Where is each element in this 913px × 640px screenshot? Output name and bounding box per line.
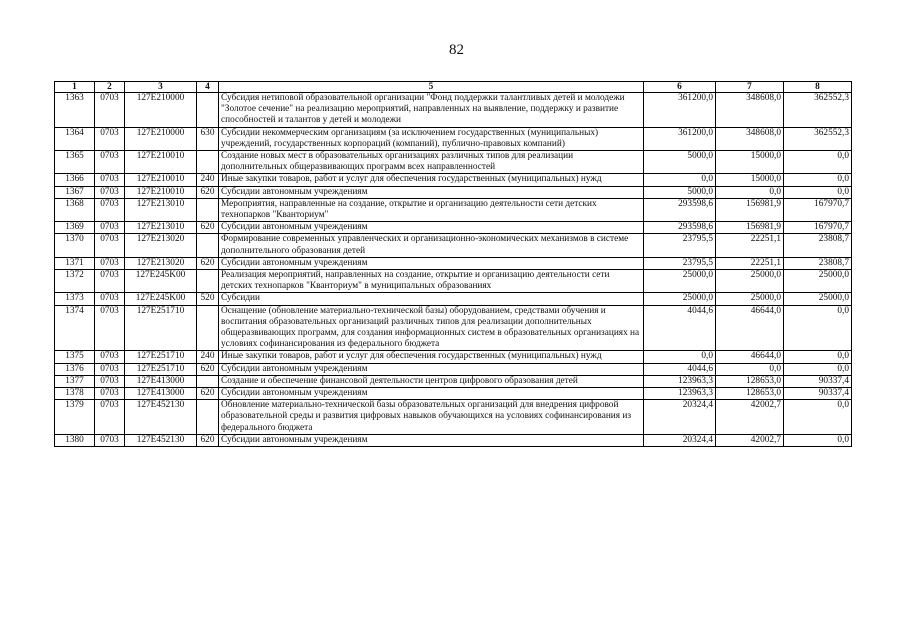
amount-col6-cell: 4044,6 [644,305,716,351]
section-code-cell: 0703 [95,270,125,293]
amount-col7-cell: 156981,9 [716,222,784,234]
description-cell: Мероприятия, направленные на создание, открытие и организацию деятельности сети детских технопарков "Кванториум" [219,198,644,221]
section-code-cell: 0703 [95,174,125,186]
target-article-cell: 127E245K00 [125,293,197,305]
amount-col7-cell: 156981,9 [716,198,784,221]
section-code-cell: 0703 [95,400,125,435]
expense-type-cell: 620 [197,186,219,198]
amount-col8-cell: 167970,7 [784,222,852,234]
description-cell: Субсидии автономным учреждениям [219,186,644,198]
section-code-cell: 0703 [95,305,125,351]
section-code-cell: 0703 [95,434,125,446]
table-row [55,234,852,257]
expense-type-cell: 620 [197,363,219,375]
target-article-cell: 127E213010 [125,198,197,221]
table-row [55,375,852,387]
amount-col8-cell: 0,0 [784,434,852,446]
expense-type-cell [197,305,219,351]
target-article-cell: 127E452130 [125,400,197,435]
table-row [55,305,852,351]
table-row [55,93,852,128]
section-code-cell: 0703 [95,293,125,305]
expense-type-cell: 240 [197,174,219,186]
amount-col6-cell: 25000,0 [644,270,716,293]
target-article-cell: 127E245K00 [125,270,197,293]
section-code-cell: 0703 [95,351,125,363]
amount-col6-cell: 4044,6 [644,363,716,375]
amount-col7-cell: 348608,0 [716,127,784,150]
amount-col7-cell: 15000,0 [716,174,784,186]
row-number-cell: 1379 [55,400,95,435]
amount-col6-cell: 361200,0 [644,93,716,128]
header-cell-5: 5 [219,82,644,93]
expense-type-cell [197,198,219,221]
target-article-cell: 127E210000 [125,127,197,150]
description-cell: Субсидии некоммерческим организациям (за исключением государственных (муниципальных) учреждений, государственных корпораций (компаний), публично-правовых компаний) [219,127,644,150]
row-number-cell: 1366 [55,174,95,186]
description-cell: Субсидии автономным учреждениям [219,257,644,269]
row-number-cell: 1363 [55,93,95,128]
budget-table [54,81,852,447]
target-article-cell: 127E210010 [125,174,197,186]
amount-col8-cell: 90337,4 [784,375,852,387]
row-number-cell: 1368 [55,198,95,221]
section-code-cell: 0703 [95,222,125,234]
target-article-cell: 127E210010 [125,151,197,174]
amount-col6-cell: 20324,4 [644,400,716,435]
section-code-cell: 0703 [95,375,125,387]
expense-type-cell [197,375,219,387]
amount-col7-cell: 46644,0 [716,305,784,351]
description-cell: Реализация мероприятий, направленных на создание, открытие и организацию деятельности сети детских технопарков "Кванториум" в муниципальных образованиях [219,270,644,293]
description-cell: Создание новых мест в образовательных организациях различных типов для реализации дополнительных общеразвивающих программ всех направленностей [219,151,644,174]
target-article-cell: 127E210000 [125,93,197,128]
description-cell: Оснащение (обновление материально-технической базы) оборудованием, средствами обучения и воспитания образовательных организаций различных типов для реализации дополнительных общеразвивающих программ, для создания информационных систем в образовательных организациях на условиях софинансирования из федерального бюджета [219,305,644,351]
table-row [55,363,852,375]
row-number-cell: 1380 [55,434,95,446]
description-cell: Иные закупки товаров, работ и услуг для обеспечения государственных (муниципальных) нужд [219,174,644,186]
header-cell-7: 7 [716,82,784,93]
amount-col8-cell: 23808,7 [784,234,852,257]
amount-col8-cell: 167970,7 [784,198,852,221]
section-code-cell: 0703 [95,151,125,174]
amount-col7-cell: 22251,1 [716,234,784,257]
table-row [55,400,852,435]
section-code-cell: 0703 [95,93,125,128]
section-code-cell: 0703 [95,186,125,198]
amount-col7-cell: 348608,0 [716,93,784,128]
header-row [55,82,852,93]
expense-type-cell: 620 [197,434,219,446]
row-number-cell: 1377 [55,375,95,387]
amount-col6-cell: 361200,0 [644,127,716,150]
amount-col6-cell: 293598,6 [644,222,716,234]
description-cell: Формирование современных управленческих и организационно-экономических механизмов в системе дополнительного образования детей [219,234,644,257]
amount-col8-cell: 25000,0 [784,293,852,305]
row-number-cell: 1375 [55,351,95,363]
target-article-cell: 127E251710 [125,351,197,363]
description-cell: Иные закупки товаров, работ и услуг для обеспечения государственных (муниципальных) нужд [219,351,644,363]
header-cell-3: 3 [125,82,197,93]
row-number-cell: 1370 [55,234,95,257]
amount-col8-cell: 0,0 [784,151,852,174]
expense-type-cell [197,234,219,257]
header-cell-2: 2 [95,82,125,93]
row-number-cell: 1367 [55,186,95,198]
amount-col8-cell: 0,0 [784,400,852,435]
table-row [55,434,852,446]
budget-table-body [55,93,852,447]
amount-col8-cell: 0,0 [784,174,852,186]
table-row [55,174,852,186]
row-number-cell: 1378 [55,388,95,400]
page-number: 82 [449,42,464,58]
amount-col6-cell: 293598,6 [644,198,716,221]
amount-col7-cell: 128653,0 [716,375,784,387]
target-article-cell: 127E413000 [125,388,197,400]
row-number-cell: 1369 [55,222,95,234]
expense-type-cell [197,151,219,174]
table-row [55,388,852,400]
amount-col8-cell: 0,0 [784,363,852,375]
header-cell-4: 4 [197,82,219,93]
amount-col7-cell: 22251,1 [716,257,784,269]
amount-col8-cell: 90337,4 [784,388,852,400]
amount-col7-cell: 25000,0 [716,293,784,305]
description-cell: Обновление материально-технической базы образовательных организаций для внедрения цифровой образовательной среды и развития цифровых навыков обучающихся на условиях софинансирования из федерального бюджета [219,400,644,435]
target-article-cell: 127E213010 [125,222,197,234]
amount-col8-cell: 0,0 [784,305,852,351]
row-number-cell: 1376 [55,363,95,375]
amount-col7-cell: 15000,0 [716,151,784,174]
amount-col6-cell: 5000,0 [644,151,716,174]
table-row [55,127,852,150]
amount-col6-cell: 0,0 [644,174,716,186]
target-article-cell: 127E251710 [125,363,197,375]
expense-type-cell: 520 [197,293,219,305]
section-code-cell: 0703 [95,234,125,257]
description-cell: Субсидии автономным учреждениям [219,434,644,446]
description-cell: Субсидии автономным учреждениям [219,388,644,400]
table-row [55,257,852,269]
target-article-cell: 127E210010 [125,186,197,198]
amount-col6-cell: 0,0 [644,351,716,363]
amount-col8-cell: 362552,3 [784,93,852,128]
amount-col8-cell: 0,0 [784,186,852,198]
description-cell: Субсидия нетиповой образовательной организации "Фонд поддержки талантливых детей и молодежи "Золотое сечение" на реализацию мероприятий, направленных на выявление, поддержку и развитие способностей и талантов у детей и молодежи [219,93,644,128]
table-row [55,351,852,363]
expense-type-cell: 630 [197,127,219,150]
row-number-cell: 1372 [55,270,95,293]
header-cell-8: 8 [784,82,852,93]
section-code-cell: 0703 [95,363,125,375]
target-article-cell: 127E413000 [125,375,197,387]
table-row [55,198,852,221]
section-code-cell: 0703 [95,127,125,150]
amount-col7-cell: 46644,0 [716,351,784,363]
expense-type-cell: 620 [197,388,219,400]
amount-col6-cell: 23795,5 [644,234,716,257]
expense-type-cell [197,270,219,293]
amount-col6-cell: 25000,0 [644,293,716,305]
target-article-cell: 127E213020 [125,257,197,269]
description-cell: Субсидии [219,293,644,305]
expense-type-cell [197,93,219,128]
amount-col8-cell: 25000,0 [784,270,852,293]
section-code-cell: 0703 [95,257,125,269]
amount-col7-cell: 0,0 [716,363,784,375]
expense-type-cell: 240 [197,351,219,363]
target-article-cell: 127E251710 [125,305,197,351]
target-article-cell: 127E452130 [125,434,197,446]
section-code-cell: 0703 [95,388,125,400]
table-row [55,293,852,305]
row-number-cell: 1373 [55,293,95,305]
expense-type-cell: 620 [197,222,219,234]
amount-col8-cell: 362552,3 [784,127,852,150]
description-cell: Субсидии автономным учреждениям [219,363,644,375]
amount-col8-cell: 23808,7 [784,257,852,269]
table-row [55,151,852,174]
amount-col6-cell: 123963,3 [644,388,716,400]
amount-col7-cell: 0,0 [716,186,784,198]
amount-col7-cell: 25000,0 [716,270,784,293]
amount-col7-cell: 42002,7 [716,400,784,435]
row-number-cell: 1365 [55,151,95,174]
description-cell: Создание и обеспечение финансовой деятельности центров цифрового образования детей [219,375,644,387]
table-row [55,270,852,293]
table-row [55,186,852,198]
amount-col7-cell: 128653,0 [716,388,784,400]
row-number-cell: 1374 [55,305,95,351]
amount-col6-cell: 123963,3 [644,375,716,387]
amount-col6-cell: 20324,4 [644,434,716,446]
header-cell-6: 6 [644,82,716,93]
table-row [55,222,852,234]
expense-type-cell: 620 [197,257,219,269]
section-code-cell: 0703 [95,198,125,221]
amount-col7-cell: 42002,7 [716,434,784,446]
header-cell-1: 1 [55,82,95,93]
description-cell: Субсидии автономным учреждениям [219,222,644,234]
row-number-cell: 1371 [55,257,95,269]
amount-col6-cell: 23795,5 [644,257,716,269]
row-number-cell: 1364 [55,127,95,150]
amount-col8-cell: 0,0 [784,351,852,363]
target-article-cell: 127E213020 [125,234,197,257]
expense-type-cell [197,400,219,435]
amount-col6-cell: 5000,0 [644,186,716,198]
